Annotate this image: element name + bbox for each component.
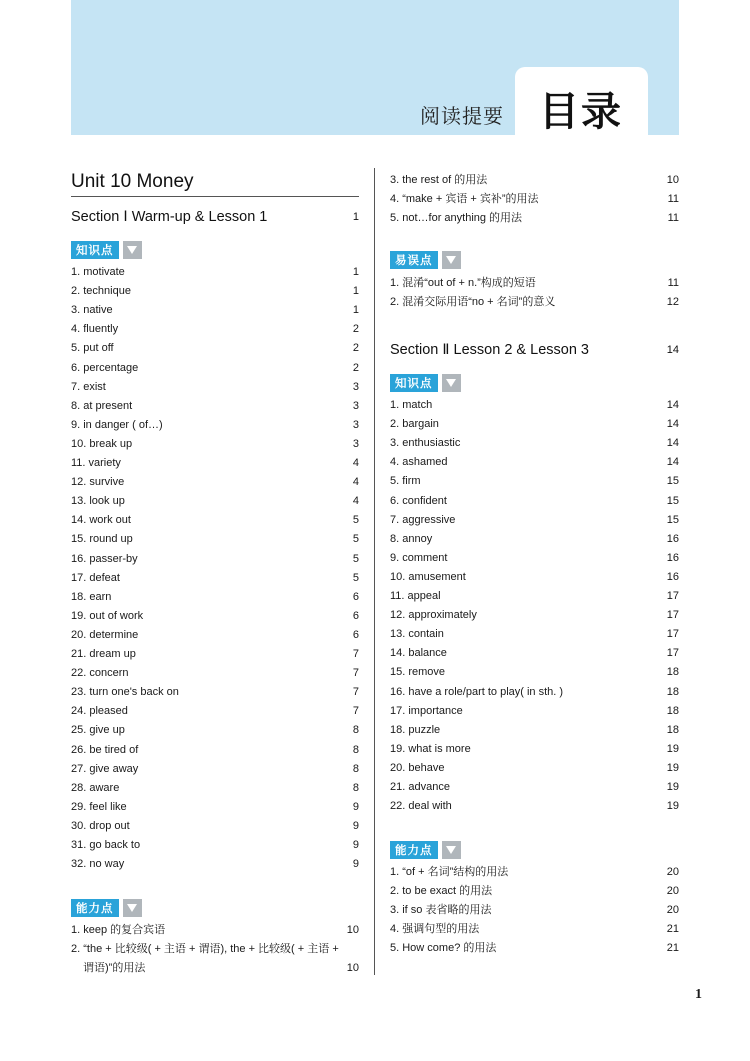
entry-text: 6. percentage <box>71 361 139 374</box>
entry-text: 25. give up <box>71 724 125 737</box>
page-ref: 7 <box>352 686 359 699</box>
toc-entry[interactable] <box>390 191 679 207</box>
toc-entry[interactable] <box>390 493 679 509</box>
entry-text: 7. aggressive <box>390 513 456 526</box>
page-ref: 14 <box>666 399 679 411</box>
page-ref: 10 <box>346 924 359 936</box>
entry-text: 14. balance <box>390 647 447 660</box>
entry-text: 谓语)”的用法 <box>83 962 146 975</box>
toc-entry[interactable] <box>390 779 679 795</box>
toc-entry[interactable] <box>71 646 359 662</box>
page-ref: 8 <box>352 781 359 794</box>
page-ref: 1 <box>352 211 359 223</box>
toc-entry[interactable] <box>390 294 679 310</box>
toc-entry[interactable] <box>71 417 359 433</box>
page-ref: 9 <box>352 800 359 813</box>
page-ref: 18 <box>666 704 679 717</box>
entry-text: 22. deal with <box>390 800 452 813</box>
entry-text: 10. break up <box>71 437 133 450</box>
page-title: 目录 <box>539 89 623 135</box>
badge-label: 知识点 <box>390 374 438 392</box>
entry-text: 3. native <box>71 304 113 317</box>
entry-text: 3. if so 表省略的用法 <box>390 904 492 917</box>
toc-entry[interactable] <box>71 379 359 395</box>
page-ref: 4 <box>352 495 359 508</box>
toc-entry[interactable] <box>71 398 359 414</box>
entry-text: 2. technique <box>71 285 131 298</box>
entry-text: 1. keep 的复合宾语 <box>71 924 166 936</box>
page-ref: 14 <box>666 344 679 356</box>
page-ref: 10 <box>666 174 679 186</box>
toc-entry[interactable] <box>390 664 679 680</box>
toc-entry[interactable] <box>71 665 359 681</box>
toc-entry[interactable] <box>71 761 359 777</box>
page-ref: 16 <box>666 570 679 583</box>
entry-text: 13. contain <box>390 628 444 641</box>
toc-entry[interactable] <box>71 455 359 471</box>
toc-entry[interactable] <box>390 864 679 880</box>
page-ref: 17 <box>666 609 679 622</box>
entry-text: 5. firm <box>390 475 421 488</box>
toc-entry[interactable] <box>390 722 679 738</box>
toc-entry[interactable] <box>390 883 679 899</box>
entry-text: 1. match <box>390 399 433 411</box>
unit-title: Unit 10 Money <box>71 171 359 197</box>
page-ref: 19 <box>666 781 679 793</box>
page-ref: 1 <box>352 285 359 298</box>
page-ref: 7 <box>352 648 359 660</box>
triangle-down-icon <box>442 251 461 269</box>
entry-text: 1. “of + 名词”结构的用法 <box>390 866 509 878</box>
badge-label: 能力点 <box>71 899 119 917</box>
toc-entry[interactable] <box>390 454 679 470</box>
toc-entry[interactable] <box>71 264 359 280</box>
toc-entry[interactable] <box>71 493 359 509</box>
page-ref: 12 <box>666 296 679 309</box>
toc-entry[interactable] <box>390 684 679 700</box>
entry-text: 8. annoy <box>390 532 433 545</box>
entry-text: 13. look up <box>71 495 125 508</box>
toc-entry[interactable] <box>71 302 359 318</box>
entry-text: 9. comment <box>390 551 448 564</box>
page-ref: 19 <box>666 761 679 774</box>
page-ref: 3 <box>352 399 359 412</box>
page-ref: 6 <box>352 628 359 641</box>
entry-text: 28. aware <box>71 781 120 794</box>
badge-label: 知识点 <box>71 241 119 259</box>
page-ref: 5 <box>352 571 359 584</box>
toc-entry[interactable] <box>71 684 359 700</box>
page-ref: 16 <box>666 551 679 564</box>
toc-entry[interactable] <box>71 531 359 547</box>
toc-entry[interactable] <box>71 283 359 299</box>
entry-text: 12. approximately <box>390 609 477 622</box>
column-divider <box>374 168 375 975</box>
page-ref: 2 <box>352 323 359 336</box>
page-ref: 5 <box>352 552 359 565</box>
toc-entry[interactable] <box>71 818 359 834</box>
entry-text: 14. work out <box>71 514 131 527</box>
page-ref: 9 <box>352 839 359 851</box>
section-label: Section Ⅱ Lesson 2 & Lesson 3 <box>390 342 589 358</box>
entry-text: 4. fluently <box>71 323 119 336</box>
entry-text: 10. amusement <box>390 570 466 583</box>
entry-text: 7. exist <box>71 380 106 393</box>
toc-entry[interactable] <box>71 608 359 624</box>
page-ref: 15 <box>666 475 679 488</box>
entry-text: 4. 强调句型的用法 <box>390 923 480 936</box>
toc-entry[interactable] <box>71 627 359 643</box>
toc-entry[interactable] <box>71 742 359 758</box>
section-1-heading[interactable] <box>71 209 359 229</box>
page-ref: 17 <box>666 647 679 660</box>
toc-entry[interactable] <box>390 550 679 566</box>
entry-text: 18. earn <box>71 590 112 603</box>
toc-entry[interactable] <box>390 531 679 547</box>
toc-entry[interactable] <box>71 799 359 815</box>
page-ref: 1 <box>352 304 359 317</box>
entry-text: 17. defeat <box>71 571 120 584</box>
page-ref: 9 <box>352 858 359 871</box>
entry-text: 21. advance <box>390 781 450 793</box>
toc-entry[interactable] <box>71 837 359 853</box>
page-ref: 11 <box>667 212 679 225</box>
page-ref: 14 <box>666 437 679 450</box>
entry-text: 2. to be exact 的用法 <box>390 885 493 898</box>
triangle-down-icon <box>442 374 461 392</box>
entry-text: 3. the rest of 的用法 <box>390 174 488 186</box>
toc-entry[interactable] <box>390 645 679 661</box>
badge-label: 易误点 <box>390 251 438 269</box>
toc-entry[interactable] <box>71 570 359 586</box>
entry-text: 22. concern <box>71 667 129 680</box>
toc-entry[interactable] <box>71 512 359 528</box>
toc-entry[interactable] <box>71 856 359 872</box>
triangle-down-icon <box>123 899 142 917</box>
page-ref: 11 <box>667 277 679 289</box>
page-ref: 18 <box>666 723 679 736</box>
entry-text: 4. “make + 宾语 + 宾补”的用法 <box>390 193 539 206</box>
entry-text: 20. determine <box>71 628 139 641</box>
page-ref: 7 <box>352 705 359 718</box>
page-ref: 16 <box>666 532 679 545</box>
page-ref: 21 <box>666 923 679 936</box>
toc-entry[interactable] <box>71 941 359 957</box>
entry-text: 19. out of work <box>71 609 144 622</box>
toc-entry[interactable] <box>390 210 679 226</box>
toc-entry[interactable] <box>390 172 679 188</box>
page-ref: 1 <box>352 266 359 278</box>
toc-entry[interactable] <box>390 275 679 291</box>
toc-entry[interactable] <box>390 626 679 642</box>
toc-entry[interactable] <box>71 780 359 796</box>
page-ref: 8 <box>352 743 359 756</box>
triangle-down-icon <box>123 241 142 259</box>
toc-entry[interactable] <box>71 551 359 567</box>
toc-entry[interactable] <box>71 340 359 356</box>
page-ref: 14 <box>666 456 679 469</box>
toc-entry[interactable] <box>390 397 679 413</box>
page-ref: 17 <box>666 628 679 641</box>
entry-text: 5. put off <box>71 342 114 355</box>
toc-entry[interactable] <box>390 473 679 489</box>
toc-entry[interactable] <box>390 902 679 918</box>
entry-text: 9. in danger ( of…) <box>71 418 163 431</box>
entry-text: 6. confident <box>390 494 447 507</box>
triangle-down-icon <box>442 841 461 859</box>
entry-text: 21. dream up <box>71 648 136 660</box>
page-ref: 19 <box>666 742 679 755</box>
toc-entry[interactable] <box>390 588 679 604</box>
page-ref: 8 <box>352 762 359 775</box>
entry-text: 1. 混淆“out of + n.”构成的短语 <box>390 277 536 289</box>
toc-entry[interactable] <box>71 360 359 376</box>
page-ref: 2 <box>352 342 359 355</box>
toc-entry[interactable] <box>390 512 679 528</box>
page-ref: 19 <box>666 800 679 813</box>
toc-entry[interactable] <box>71 321 359 337</box>
toc-entry[interactable] <box>71 436 359 452</box>
page-ref: 14 <box>666 418 679 431</box>
page-ref: 4 <box>352 476 359 489</box>
entry-text: 15. remove <box>390 666 446 679</box>
section-label: Section Ⅰ Warm-up & Lesson 1 <box>71 209 268 225</box>
toc-entry[interactable] <box>390 416 679 432</box>
badge-label: 能力点 <box>390 841 438 859</box>
toc-entry[interactable] <box>390 798 679 814</box>
entry-text: 2. bargain <box>390 418 439 431</box>
entry-text: 23. turn one's back on <box>71 686 179 699</box>
toc-entry[interactable] <box>71 589 359 605</box>
page-ref: 6 <box>352 609 359 622</box>
page-ref: 5 <box>352 533 359 546</box>
toc-entry[interactable] <box>390 940 679 956</box>
page-ref: 15 <box>666 513 679 526</box>
page-ref: 21 <box>666 942 679 955</box>
page-ref: 5 <box>352 514 359 527</box>
page-ref: 11 <box>667 193 679 206</box>
header-subtitle: 阅读提要 <box>420 104 504 128</box>
entry-text: 24. pleased <box>71 705 128 718</box>
page-ref: 4 <box>352 457 359 469</box>
entry-text: 8. at present <box>71 399 133 412</box>
toc-entry[interactable] <box>71 722 359 738</box>
entry-text: 27. give away <box>71 762 139 775</box>
page-ref: 3 <box>352 380 359 393</box>
toc-entry[interactable] <box>390 760 679 776</box>
page-ref: 20 <box>666 904 679 917</box>
entry-text: 11. appeal <box>390 590 441 602</box>
badge-knowledge-points <box>71 241 142 259</box>
entry-text: 12. survive <box>71 476 125 489</box>
entry-text: 2. 混淆交际用语“no + 名词”的意义 <box>390 296 556 309</box>
entry-text: 31. go back to <box>71 839 141 851</box>
entry-text: 16. passer-by <box>71 552 138 565</box>
entry-text: 17. importance <box>390 704 463 717</box>
toc-entry[interactable] <box>390 703 679 719</box>
page-ref: 10 <box>346 962 359 975</box>
entry-text: 16. have a role/part to play( in sth. ) <box>390 685 564 698</box>
toc-entry[interactable] <box>390 569 679 585</box>
page-ref: 3 <box>352 437 359 450</box>
page-ref: 20 <box>666 885 679 898</box>
toc-entry[interactable] <box>71 960 359 976</box>
entry-text: 3. enthusiastic <box>390 437 461 450</box>
page-ref: 3 <box>352 418 359 431</box>
entry-text: 18. puzzle <box>390 723 441 736</box>
entry-text: 15. round up <box>71 533 133 546</box>
entry-text: 29. feel like <box>71 800 127 813</box>
toc-entry[interactable] <box>390 741 679 757</box>
page-ref: 8 <box>352 724 359 737</box>
entry-text: 1. motivate <box>71 266 125 278</box>
toc-entry[interactable] <box>390 921 679 937</box>
entry-text: 32. no way <box>71 858 125 871</box>
toc-entry[interactable] <box>390 435 679 451</box>
badge-ability-points <box>71 899 142 917</box>
page-ref: 20 <box>666 866 679 878</box>
page-ref: 18 <box>666 666 679 679</box>
entry-text: 20. behave <box>390 761 445 774</box>
page-ref: 18 <box>666 685 679 698</box>
entry-text: 19. what is more <box>390 742 471 755</box>
entry-text: 26. be tired of <box>71 743 139 756</box>
toc-entry[interactable] <box>71 922 359 938</box>
toc-entry[interactable] <box>71 474 359 490</box>
entry-text: 11. variety <box>71 457 121 469</box>
page-ref: 6 <box>352 590 359 603</box>
entry-text: 5. not…for anything 的用法 <box>390 212 523 225</box>
section-2-heading[interactable] <box>390 342 679 362</box>
toc-entry[interactable] <box>390 607 679 623</box>
page-ref: 15 <box>666 494 679 507</box>
entry-text: 5. How come? 的用法 <box>390 942 497 955</box>
toc-entry[interactable] <box>71 703 359 719</box>
page-number: 1 <box>695 987 702 1002</box>
page-ref: 7 <box>352 667 359 680</box>
entry-text: 30. drop out <box>71 819 130 832</box>
page-ref: 9 <box>352 819 359 832</box>
badge-knowledge-points <box>390 374 461 392</box>
page-ref: 17 <box>666 590 679 602</box>
entry-text: 4. ashamed <box>390 456 448 469</box>
badge-error-points <box>390 251 461 269</box>
badge-ability-points <box>390 841 461 859</box>
page-ref: 2 <box>352 361 359 374</box>
entry-text: 2. “the + 比较级( + 主语 + 谓语), the + 比较级( + 主语 + <box>71 943 339 956</box>
